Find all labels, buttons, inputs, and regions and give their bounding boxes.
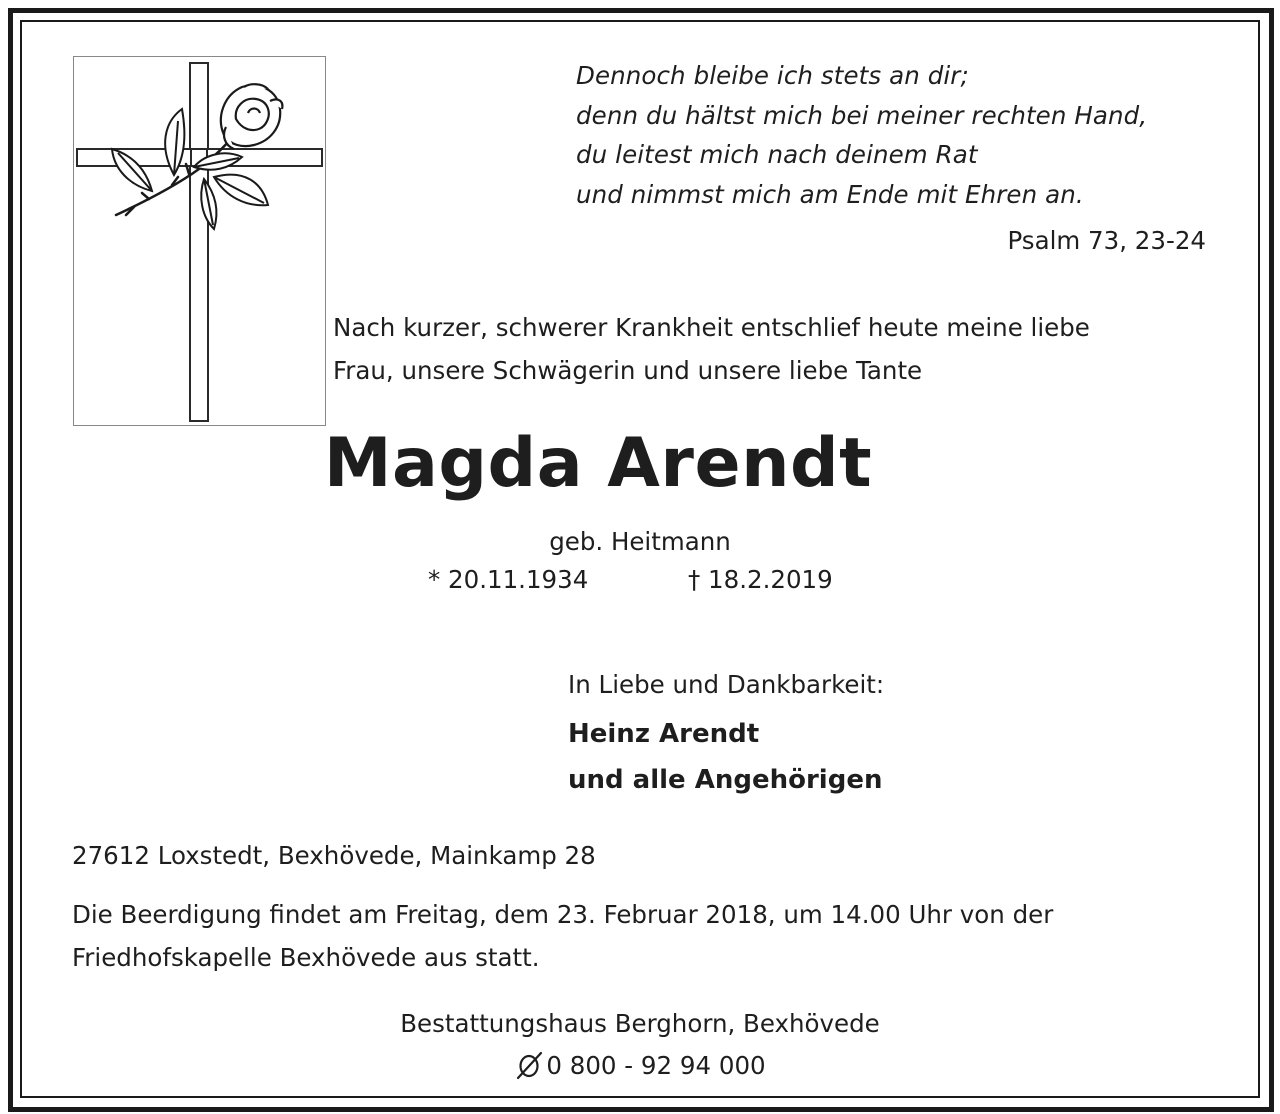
undertaker-phone [0,1050,1280,1080]
phone-number: 0 800 - 92 94 000 [546,1050,766,1080]
psalm-line: Dennoch bleibe ich stets an dir; [576,61,969,90]
funeral-line: Friedhofskapelle Bexhövede aus statt. [72,943,540,972]
funeral-line: Die Beerdigung findet am Freitag, dem 23. Februar 2018, um 14.00 Uhr von der [72,900,1054,929]
mourners-names [568,711,882,803]
family-address: 27612 Loxstedt, Bexhövede, Mainkamp 28 [72,841,596,870]
deceased-name: Magda Arendt [323,424,873,503]
mourners-label: In Liebe und Dankbarkeit: [568,670,885,699]
intro-line: Frau, unsere Schwägerin und unsere liebe Tante [333,356,923,385]
psalm-line: denn du hältst mich bei meiner rechten Hand, [576,100,1148,130]
intro-text [333,306,1090,392]
psalm-quote [576,56,1147,214]
cross-with-rose-icon [73,56,326,426]
birth-date: * 20.11.1934 [428,565,589,594]
funeral-notice [72,893,1053,979]
undertaker-name: Bestattungshaus Berghorn, Bexhövede [400,1009,880,1038]
psalm-line: und nimmst mich am Ende mit Ehren an. [576,179,1084,209]
phone-handset-icon [514,1050,544,1080]
intro-line: Nach kurzer, schwerer Krankheit entschlief heute meine liebe [333,313,1090,342]
mourner-name: Heinz Arendt [568,719,760,749]
psalm-reference: Psalm 73, 23-24 [1007,226,1206,255]
maiden-name: geb. Heitmann [549,527,731,556]
mourner-name: und alle Angehörigen [568,765,883,795]
psalm-line: du leitest mich nach deinem Rat [576,140,978,169]
death-date: † 18.2.2019 [688,565,833,594]
